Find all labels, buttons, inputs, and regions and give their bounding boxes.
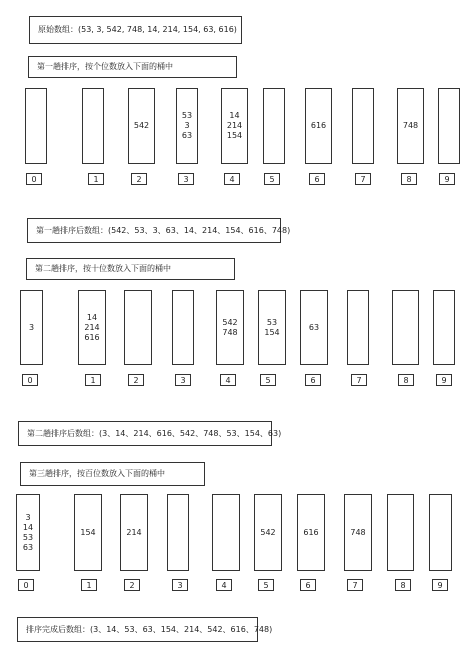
bucket-index-label: 2 [131, 173, 147, 185]
bucket-5 [254, 494, 282, 571]
bucket-values: 616 [303, 527, 319, 537]
bucket-values: 14 214 616 [84, 312, 100, 342]
bucket-3 [176, 88, 198, 164]
bucket-values: 542 [133, 121, 150, 130]
bucket-9 [433, 290, 455, 365]
bucket-6 [300, 290, 328, 365]
bucket-9 [429, 494, 452, 571]
bucket-index-label: 6 [305, 374, 321, 386]
bucket-index-label: 0 [22, 374, 38, 386]
pass-2-result: 第二趟排序后数组：(3、14、214、616、542、748、53、154、63) [18, 421, 272, 446]
bucket-index-label: 6 [309, 173, 325, 185]
pass-1-heading: 第一趟排序，按个位数放入下面的桶中 [28, 56, 237, 78]
bucket-0 [16, 494, 40, 571]
bucket-index-label: 8 [401, 173, 417, 185]
bucket-5 [263, 88, 285, 164]
bucket-4 [212, 494, 240, 571]
bucket-7 [344, 494, 372, 571]
bucket-index-label: 6 [300, 579, 316, 591]
final-result: 排序完成后数组：(3、14、53、63、154、214、542、616、748) [17, 617, 258, 642]
bucket-3 [172, 290, 194, 365]
bucket-values: 214 [126, 527, 142, 537]
bucket-9 [438, 88, 460, 164]
pass-3-heading: 第三趟排序，按百位数放入下面的桶中 [20, 462, 205, 486]
bucket-index-label: 4 [220, 374, 236, 386]
bucket-8 [397, 88, 424, 164]
bucket-4 [216, 290, 244, 365]
bucket-1 [82, 88, 104, 164]
bucket-index-label: 3 [175, 374, 191, 386]
bucket-values: 53 3 63 [181, 111, 193, 140]
bucket-values: 3 14 53 63 [22, 512, 34, 552]
bucket-1 [74, 494, 102, 571]
bucket-7 [352, 88, 374, 164]
bucket-3 [167, 494, 189, 571]
bucket-index-label: 4 [224, 173, 240, 185]
pass-1-result: 第一趟排序后数组：(542、53、3、63、14、214、154、616、748) [27, 218, 281, 243]
bucket-index-label: 5 [260, 374, 276, 386]
bucket-index-label: 2 [128, 374, 144, 386]
bucket-index-label: 1 [88, 173, 104, 185]
bucket-2 [128, 88, 155, 164]
bucket-index-label: 1 [85, 374, 101, 386]
original-array-label: 原始数组：(53, 3, 542, 748, 14, 214, 154, 63, 616) [29, 16, 242, 44]
bucket-2 [120, 494, 148, 571]
bucket-index-label: 0 [26, 173, 42, 185]
bucket-index-label: 3 [178, 173, 194, 185]
bucket-index-label: 8 [395, 579, 411, 591]
bucket-0 [20, 290, 43, 365]
bucket-index-label: 7 [355, 173, 371, 185]
bucket-index-label: 0 [18, 579, 34, 591]
bucket-index-label: 7 [347, 579, 363, 591]
bucket-values: 53 154 [264, 317, 280, 337]
bucket-index-label: 5 [258, 579, 274, 591]
bucket-index-label: 7 [351, 374, 367, 386]
bucket-values: 542 748 [222, 317, 238, 337]
bucket-index-label: 2 [124, 579, 140, 591]
bucket-index-label: 9 [439, 173, 455, 185]
bucket-index-label: 1 [81, 579, 97, 591]
bucket-8 [387, 494, 414, 571]
bucket-8 [392, 290, 419, 365]
bucket-values: 748 [402, 121, 419, 130]
pass-2-heading: 第二趟排序，按十位数放入下面的桶中 [26, 258, 235, 280]
bucket-index-label: 9 [436, 374, 452, 386]
bucket-6 [305, 88, 332, 164]
bucket-1 [78, 290, 106, 365]
bucket-5 [258, 290, 286, 365]
bucket-values: 542 [260, 527, 276, 537]
bucket-values: 63 [308, 322, 320, 332]
bucket-values: 616 [310, 121, 327, 130]
bucket-index-label: 4 [216, 579, 232, 591]
bucket-6 [297, 494, 325, 571]
bucket-7 [347, 290, 369, 365]
bucket-index-label: 5 [264, 173, 280, 185]
bucket-0 [25, 88, 47, 164]
bucket-index-label: 8 [398, 374, 414, 386]
bucket-values: 154 [80, 527, 96, 537]
bucket-values: 14 214 154 [226, 111, 243, 140]
bucket-values: 3 [28, 322, 35, 332]
bucket-index-label: 3 [172, 579, 188, 591]
bucket-index-label: 9 [432, 579, 448, 591]
bucket-2 [124, 290, 152, 365]
bucket-values: 748 [350, 527, 366, 537]
bucket-4 [221, 88, 248, 164]
